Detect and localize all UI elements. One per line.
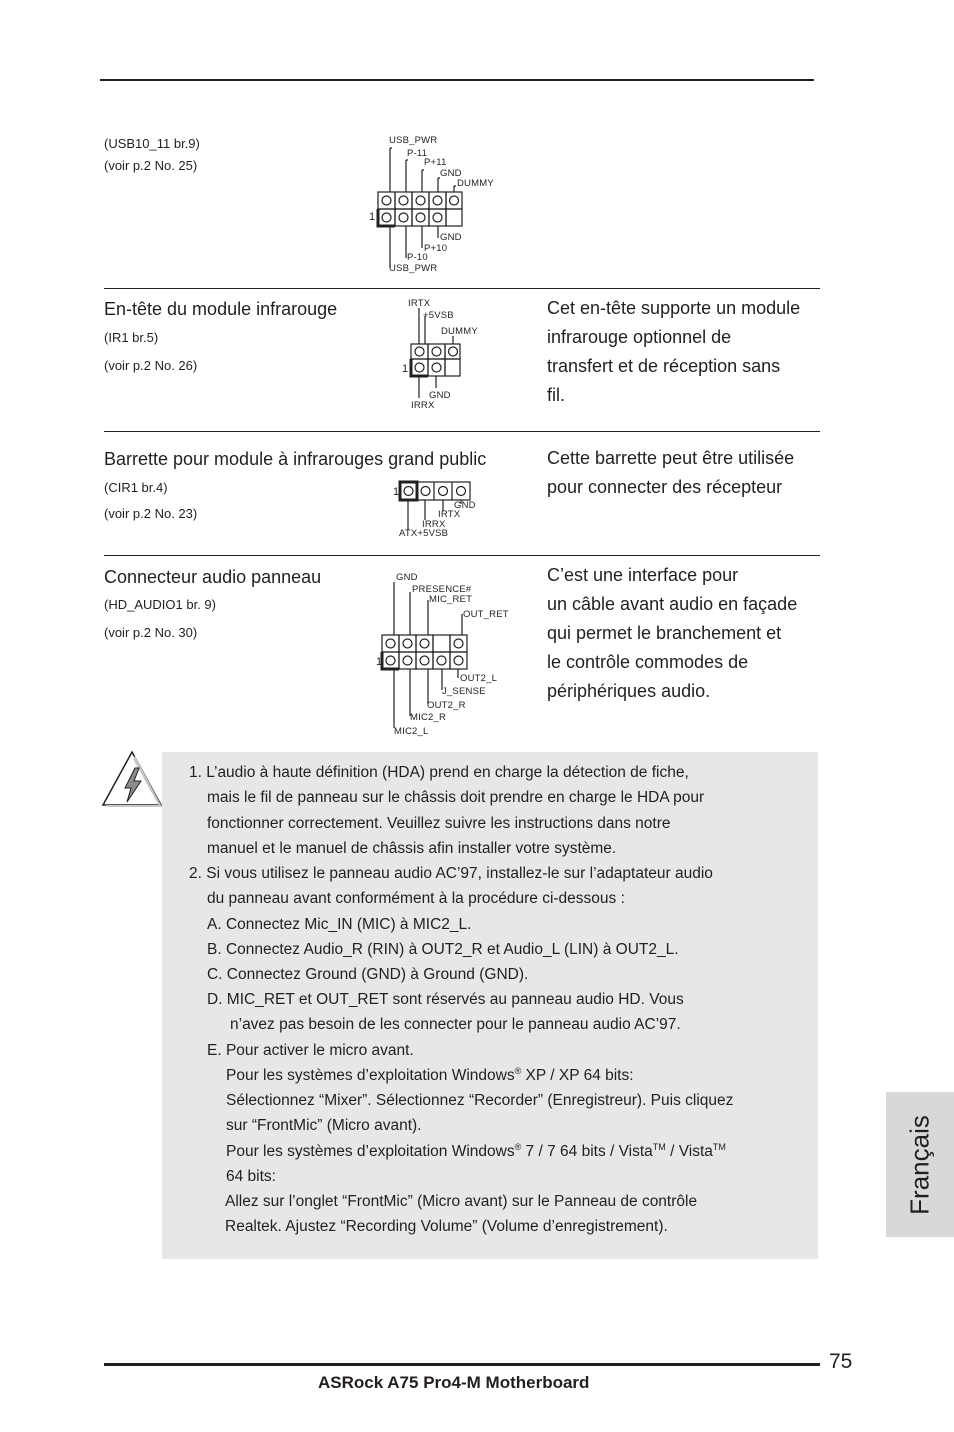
audio-pin-label: PRESENCE# [412, 584, 472, 595]
note-line: 1. L’audio à haute définition (HDA) prend en charge la détection de fiche, [189, 764, 689, 781]
ir-description-line: fil. [547, 385, 565, 405]
audio-pin-label: OUT_RET [463, 609, 509, 620]
audio-description-line: le contrôle commodes de [547, 652, 749, 672]
cir-pin-label: IRTX [438, 509, 461, 520]
note-text: XP / XP 64 bits: [521, 1067, 634, 1084]
audio-pin-1-label: 1 [376, 656, 383, 668]
usb-pin-label: P+11 [424, 157, 447, 168]
trademark: TM [652, 1141, 666, 1152]
language-side-tab [886, 1092, 954, 1237]
note-text: 7 / 7 64 bits / Vista [521, 1143, 653, 1160]
warning-lightning-icon [101, 750, 163, 808]
cir-ref-2: (voir p.2 No. 23) [104, 506, 198, 521]
cir-pin-label: GND [454, 500, 476, 511]
usb-pin-label: USB_PWR [389, 135, 438, 146]
audio-pin-label: MIC_RET [429, 594, 473, 605]
note-line: 2. Si vous utilisez le panneau audio AC’97, installez-le sur l’adaptateur audio [189, 865, 713, 882]
note-line: E. Pour activer le micro avant. [207, 1042, 414, 1059]
note-box [162, 752, 818, 1259]
note-line: mais le fil de panneau sur le châssis doit prendre en charge le HDA pour [207, 789, 705, 806]
usb-pin-label: GND [440, 232, 462, 243]
note-line [226, 1067, 634, 1085]
audio-pin-header-shape [380, 578, 480, 738]
ir-description-line: transfert et de réception sans [547, 356, 781, 376]
usb-pin-label: DUMMY [457, 178, 494, 189]
note-text: Pour les systèmes d’exploitation Windows [226, 1067, 515, 1084]
usb-pin-label: P+10 [424, 243, 448, 254]
footer-title: ASRock A75 Pro4-M Motherboard [318, 1373, 590, 1392]
audio-description [547, 561, 797, 706]
note-line: 64 bits: [226, 1168, 276, 1185]
note-line: sur “FrontMic” (Micro avant). [226, 1117, 422, 1134]
language-tab-label: Français [904, 1114, 935, 1215]
audio-description-line: un câble avant audio en façade [547, 594, 798, 614]
trademark: TM [712, 1141, 726, 1152]
ir-pin-label: IRTX [408, 298, 431, 309]
note-text: / Vista [665, 1143, 713, 1160]
usb-ref-1: (USB10_11 br.9) [104, 136, 200, 151]
section-divider [104, 288, 820, 289]
note-line: C. Connectez Ground (GND) à Ground (GND). [207, 966, 529, 983]
audio-ref-2: (voir p.2 No. 30) [104, 625, 198, 640]
cir-pin-label: ATX+5VSB [399, 528, 449, 539]
ir-pin-1-label: 1 [402, 363, 409, 375]
ir-section-title: En-tête du module infrarouge [104, 299, 338, 319]
note-line: n’avez pas besoin de les connecter pour le panneau audio AC’97. [230, 1016, 681, 1033]
audio-pin-label: MIC2_R [410, 712, 447, 723]
ir-pin-label: IRRX [411, 400, 435, 411]
audio-pin-label: OUT2_R [427, 700, 466, 711]
usb-pin-label: GND [440, 168, 462, 179]
audio-pin-label: J_SENSE [442, 686, 486, 697]
note-line [226, 1143, 726, 1161]
note-line: A. Connectez Mic_IN (MIC) à MIC2_L. [207, 916, 472, 933]
usb-ref-2: (voir p.2 No. 25) [104, 158, 198, 173]
note-line: Realtek. Ajustez “Recording Volume” (Volume d’enregistrement). [225, 1218, 668, 1235]
cir-ref-1: (CIR1 br.4) [104, 480, 168, 495]
audio-description-line: C’est une interface pour [547, 565, 739, 585]
cir-description-line: pour connecter des récepteur [547, 477, 783, 497]
ir-pin-label: GND [429, 390, 451, 401]
ir-description-line: Cet en-tête supporte un module [547, 298, 801, 318]
audio-description-line: qui permet le branchement et [547, 623, 782, 643]
ir-ref-2: (voir p.2 No. 26) [104, 358, 198, 373]
cir-description-line: Cette barrette peut être utilisée [547, 448, 795, 468]
page-number: 75 [829, 1350, 853, 1373]
note-line: Sélectionnez “Mixer”. Sélectionnez “Recorder” (Enregistreur). Puis cliquez [226, 1092, 734, 1109]
cir-description [547, 444, 794, 502]
registered-mark: ® [514, 1141, 522, 1152]
footer-rule [104, 1363, 820, 1366]
section-divider [104, 431, 820, 432]
registered-mark: ® [514, 1065, 522, 1076]
usb-pin-header-shape [370, 140, 480, 275]
usb-pin-label: P-11 [407, 148, 428, 159]
note-line: D. MIC_RET et OUT_RET sont réservés au panneau audio HD. Vous [207, 991, 684, 1008]
cir-pin-label: IRRX [422, 519, 446, 530]
audio-description-line: périphériques audio. [547, 681, 711, 701]
audio-pin-label: MIC2_L [394, 726, 429, 737]
note-text: Pour les systèmes d’exploitation Windows [226, 1143, 515, 1160]
audio-pin-label: OUT2_L [460, 673, 498, 684]
cir-section-title: Barrette pour module à infrarouges grand public [104, 449, 487, 469]
usb-pin-label: USB_PWR [389, 263, 438, 274]
cir-pin-header-shape [398, 478, 478, 538]
ir-pin-label: DUMMY [441, 326, 478, 337]
audio-ref-1: (HD_AUDIO1 br. 9) [104, 597, 216, 612]
section-divider [104, 555, 820, 556]
cir-pin-1-label: 1 [393, 486, 400, 498]
ir-description [547, 294, 800, 410]
usb-pin-label: P-10 [407, 252, 428, 263]
note-line: fonctionner correctement. Veuillez suivre les instructions dans notre [207, 815, 671, 832]
note-line: du panneau avant conformément à la procédure ci-dessous : [207, 890, 625, 907]
ir-ref-1: (IR1 br.5) [104, 330, 159, 345]
note-line: manuel et le manuel de châssis afin installer votre système. [207, 840, 617, 857]
audio-section-title: Connecteur audio panneau [104, 567, 322, 587]
ir-pin-header-shape [405, 300, 465, 410]
ir-pin-label: +5VSB [423, 310, 454, 321]
usb-pin-1-label: 1 [369, 211, 376, 223]
audio-pin-label: GND [396, 572, 418, 583]
top-rule [100, 79, 814, 81]
note-line: Allez sur l’onglet “FrontMic” (Micro avant) sur le Panneau de contrôle [225, 1193, 698, 1210]
note-line: B. Connectez Audio_R (RIN) à OUT2_R et Audio_L (LIN) à OUT2_L. [207, 941, 679, 958]
ir-description-line: infrarouge optionnel de [547, 327, 732, 347]
